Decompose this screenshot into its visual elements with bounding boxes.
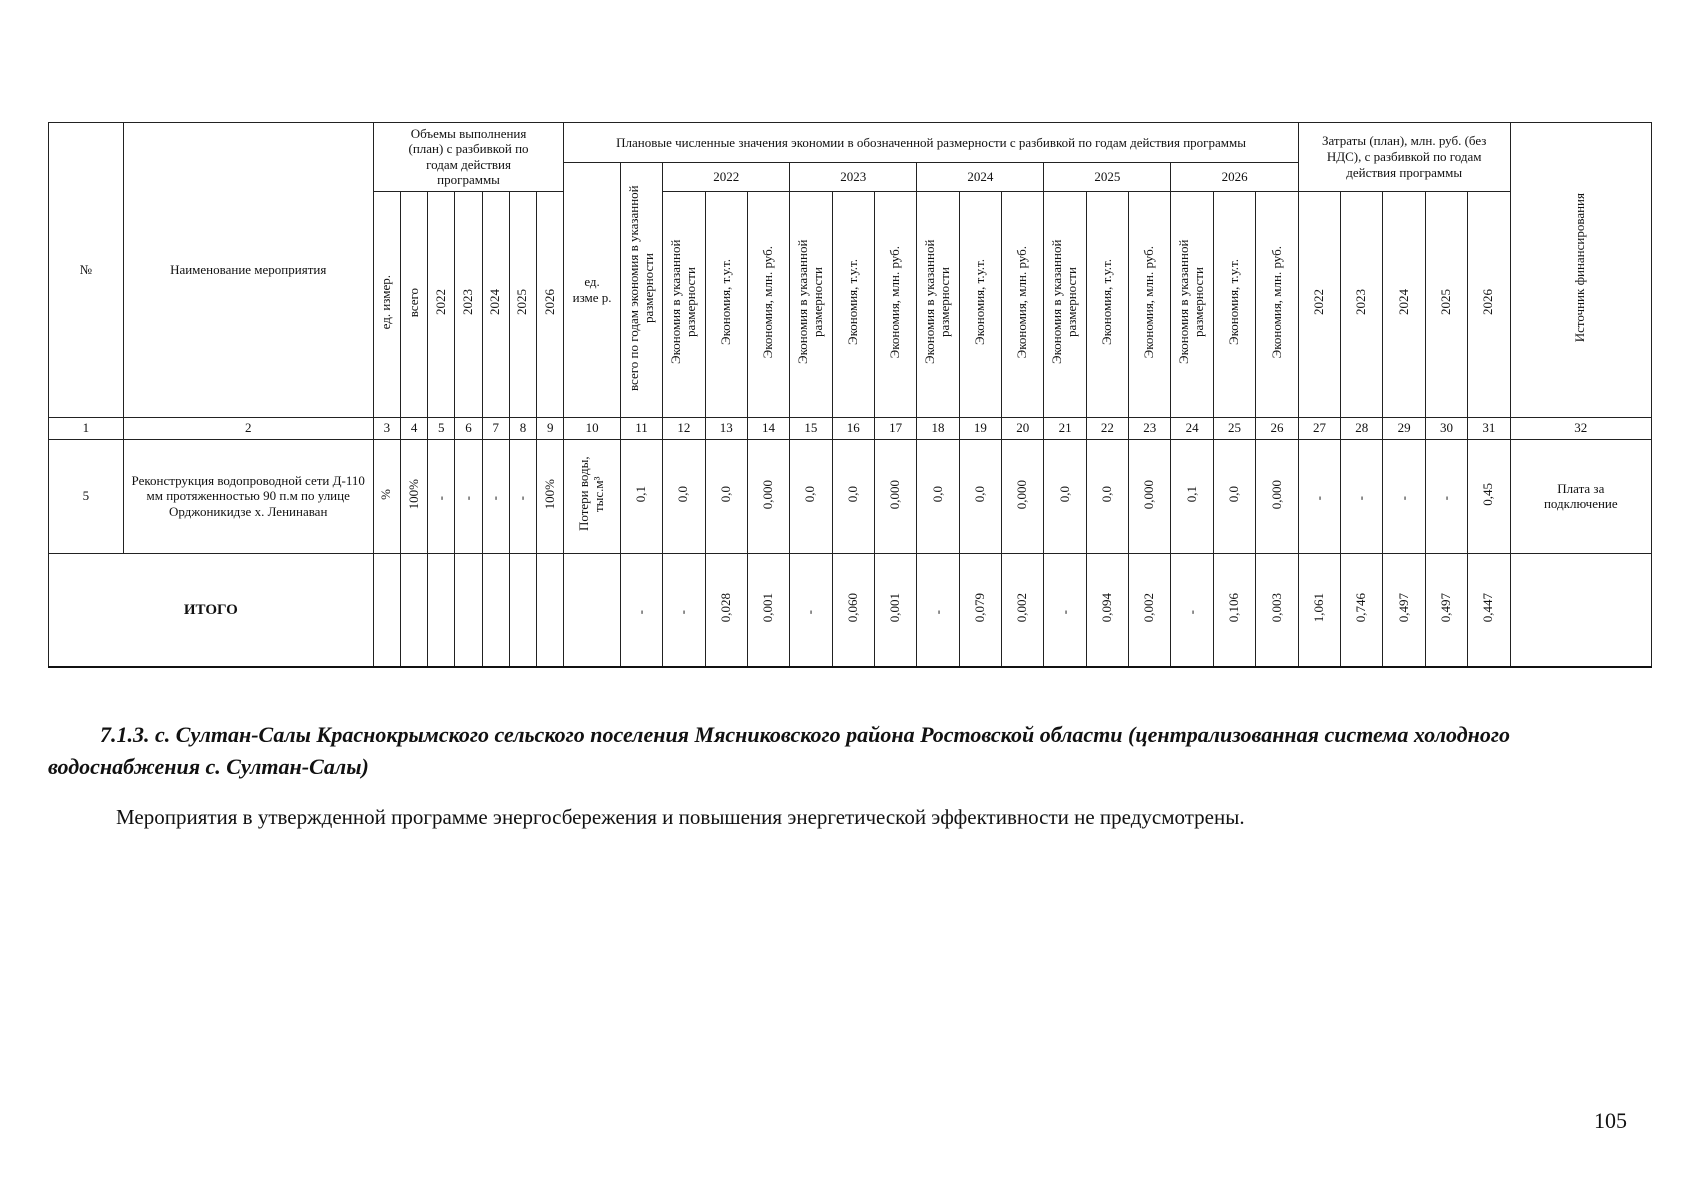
column-number: 2 xyxy=(123,417,373,439)
column-number: 1 xyxy=(49,417,124,439)
cell xyxy=(564,553,620,667)
cell: 0,1 xyxy=(620,439,662,553)
column-number: 27 xyxy=(1298,417,1340,439)
column-number: 31 xyxy=(1468,417,1510,439)
header-year: 2025 xyxy=(1044,163,1171,192)
cell: 0,0 xyxy=(705,439,747,553)
cell: - xyxy=(1425,439,1467,553)
cell: 0,0 xyxy=(1086,439,1128,553)
column-number: 25 xyxy=(1213,417,1255,439)
column-number: 26 xyxy=(1256,417,1299,439)
cell: 0,0 xyxy=(790,439,832,553)
header-vol-year: 2026 xyxy=(537,191,564,417)
cell: 0,0 xyxy=(663,439,705,553)
header-vol-year: 2024 xyxy=(482,191,509,417)
header-row xyxy=(49,123,1652,163)
header-cost-year: 2026 xyxy=(1468,191,1510,417)
cell: - xyxy=(1341,439,1383,553)
header-sav-sub: Экономия, млн. руб. xyxy=(874,191,916,417)
cell: 0,060 xyxy=(832,553,874,667)
cell: 0,003 xyxy=(1256,553,1299,667)
header-sav-total: всего по годам экономия в указанной размерности xyxy=(620,163,662,418)
column-number: 5 xyxy=(428,417,455,439)
column-number: 18 xyxy=(917,417,959,439)
column-number: 16 xyxy=(832,417,874,439)
column-number: 8 xyxy=(509,417,536,439)
cell: 0,45 xyxy=(1468,439,1510,553)
cell: 0,0 xyxy=(1213,439,1255,553)
cell: 0,000 xyxy=(747,439,789,553)
cell: 0,001 xyxy=(747,553,789,667)
column-number: 32 xyxy=(1510,417,1651,439)
header-volumes: Объемы выполнения (план) с разбивкой по годам действия программы xyxy=(373,123,564,192)
column-number: 13 xyxy=(705,417,747,439)
cell: 1,061 xyxy=(1298,553,1340,667)
cell: 0,0 xyxy=(959,439,1001,553)
cell xyxy=(537,553,564,667)
header-vol-year: 2023 xyxy=(455,191,482,417)
cell xyxy=(400,553,427,667)
column-number: 7 xyxy=(482,417,509,439)
header-name: Наименование мероприятия xyxy=(123,123,373,418)
cell: 0,497 xyxy=(1383,553,1425,667)
header-sav-sub: Экономия, млн. руб. xyxy=(1002,191,1044,417)
header-sav-sub: Экономия в указанной размерности xyxy=(790,191,832,417)
cell: - xyxy=(1044,553,1086,667)
column-number: 19 xyxy=(959,417,1001,439)
cell: - xyxy=(620,553,662,667)
cell: % xyxy=(373,439,400,553)
cell: 100% xyxy=(537,439,564,553)
cell: - xyxy=(663,553,705,667)
header-sav-sub: Экономия, т.у.т. xyxy=(832,191,874,417)
cell: 0,746 xyxy=(1341,553,1383,667)
cell: 0,000 xyxy=(1256,439,1299,553)
cell: - xyxy=(428,439,455,553)
cell xyxy=(482,553,509,667)
total-row xyxy=(49,553,1652,667)
cell: 0,000 xyxy=(1002,439,1044,553)
cell: 0,0 xyxy=(917,439,959,553)
cell: - xyxy=(509,439,536,553)
cell: 0,028 xyxy=(705,553,747,667)
header-sav-sub: Экономия, млн. руб. xyxy=(1129,191,1171,417)
column-number: 10 xyxy=(564,417,620,439)
header-sav-unit: ед. изме р. xyxy=(564,163,620,418)
header-sav-sub: Экономия в указанной размерности xyxy=(663,191,705,417)
cell: 0,094 xyxy=(1086,553,1128,667)
header-no: № xyxy=(49,123,124,418)
column-number: 30 xyxy=(1425,417,1467,439)
column-number: 6 xyxy=(455,417,482,439)
cell: 0,106 xyxy=(1213,553,1255,667)
cell xyxy=(1510,553,1651,667)
funding-source: Плата за подключение xyxy=(1510,439,1651,553)
measure-name: Реконструкция водопроводной сети Д-110 мм протяженностью 90 п.м по улице Орджоникидзе х. Ленинаван xyxy=(123,439,373,553)
table-row xyxy=(49,439,1652,553)
cell xyxy=(373,553,400,667)
cell: 0,001 xyxy=(874,553,916,667)
header-sav-sub: Экономия в указанной размерности xyxy=(1171,191,1213,417)
cell: - xyxy=(917,553,959,667)
header-sav-sub: Экономия, млн. руб. xyxy=(1256,191,1299,417)
header-cost-year: 2024 xyxy=(1383,191,1425,417)
header-sav-sub: Экономия, т.у.т. xyxy=(705,191,747,417)
cell: - xyxy=(455,439,482,553)
cell xyxy=(509,553,536,667)
column-number: 4 xyxy=(400,417,427,439)
header-cost-year: 2023 xyxy=(1341,191,1383,417)
cell: - xyxy=(1298,439,1340,553)
cell xyxy=(455,553,482,667)
column-number: 24 xyxy=(1171,417,1213,439)
header-year: 2022 xyxy=(663,163,790,192)
header-savings: Плановые численные значения экономии в обозначенной размерности с разбивкой по годам действия программы xyxy=(564,123,1298,163)
column-number: 12 xyxy=(663,417,705,439)
cell: 0,002 xyxy=(1002,553,1044,667)
column-number: 11 xyxy=(620,417,662,439)
column-number: 15 xyxy=(790,417,832,439)
column-number: 28 xyxy=(1341,417,1383,439)
header-cost-year: 2025 xyxy=(1425,191,1467,417)
header-vol-unit: ед. измер. xyxy=(373,191,400,417)
header-year: 2024 xyxy=(917,163,1044,192)
header-sav-sub: Экономия, т.у.т. xyxy=(1086,191,1128,417)
header-sav-sub: Экономия, т.у.т. xyxy=(1213,191,1255,417)
cell: 0,497 xyxy=(1425,553,1467,667)
cell: - xyxy=(482,439,509,553)
cell: - xyxy=(790,553,832,667)
column-number: 29 xyxy=(1383,417,1425,439)
header-cost-year: 2022 xyxy=(1298,191,1340,417)
header-costs: Затраты (план), млн. руб. (без НДС), с разбивкой по годам действия программы xyxy=(1298,123,1510,192)
header-source: Источник финансирования xyxy=(1510,123,1651,418)
cell: 0,447 xyxy=(1468,553,1510,667)
column-number: 22 xyxy=(1086,417,1128,439)
page-number: 105 xyxy=(1594,1108,1627,1133)
header-year: 2026 xyxy=(1171,163,1298,192)
cell: 0,0 xyxy=(1044,439,1086,553)
row-number: 5 xyxy=(49,439,124,553)
cell: 0,002 xyxy=(1129,553,1171,667)
cell: - xyxy=(1383,439,1425,553)
column-number: 23 xyxy=(1129,417,1171,439)
cell: Потери воды, тыс.м³ xyxy=(564,439,620,553)
column-number: 3 xyxy=(373,417,400,439)
cell xyxy=(428,553,455,667)
header-sav-sub: Экономия в указанной размерности xyxy=(917,191,959,417)
header-sav-sub: Экономия в указанной размерности xyxy=(1044,191,1086,417)
program-table xyxy=(48,122,1652,668)
cell: 0,079 xyxy=(959,553,1001,667)
header-sav-sub: Экономия, млн. руб. xyxy=(747,191,789,417)
column-number: 20 xyxy=(1002,417,1044,439)
header-vol-total: всего xyxy=(400,191,427,417)
column-number: 9 xyxy=(537,417,564,439)
cell: - xyxy=(1171,553,1213,667)
column-number: 21 xyxy=(1044,417,1086,439)
cell: 0,0 xyxy=(832,439,874,553)
header-year: 2023 xyxy=(790,163,917,192)
cell: 0,000 xyxy=(1129,439,1171,553)
header-vol-year: 2025 xyxy=(509,191,536,417)
section-heading: 7.1.3. с. Султан-Салы Краснокрымского сельского поселения Мясниковского района Ростовской области (централизованная система холодного водоснабжения с. Султан-Салы) xyxy=(48,722,1510,779)
header-vol-year: 2022 xyxy=(428,191,455,417)
body-paragraph: Мероприятия в утвержденной программе энергосбережения и повышения энергетической эффективности не предусмотрены. xyxy=(116,805,1245,829)
total-label: ИТОГО xyxy=(49,553,374,667)
cell: 0,1 xyxy=(1171,439,1213,553)
column-number: 14 xyxy=(747,417,789,439)
cell: 100% xyxy=(400,439,427,553)
cell: 0,000 xyxy=(874,439,916,553)
header-sav-sub: Экономия, т.у.т. xyxy=(959,191,1001,417)
column-numbers-row xyxy=(49,417,1652,439)
column-number: 17 xyxy=(874,417,916,439)
